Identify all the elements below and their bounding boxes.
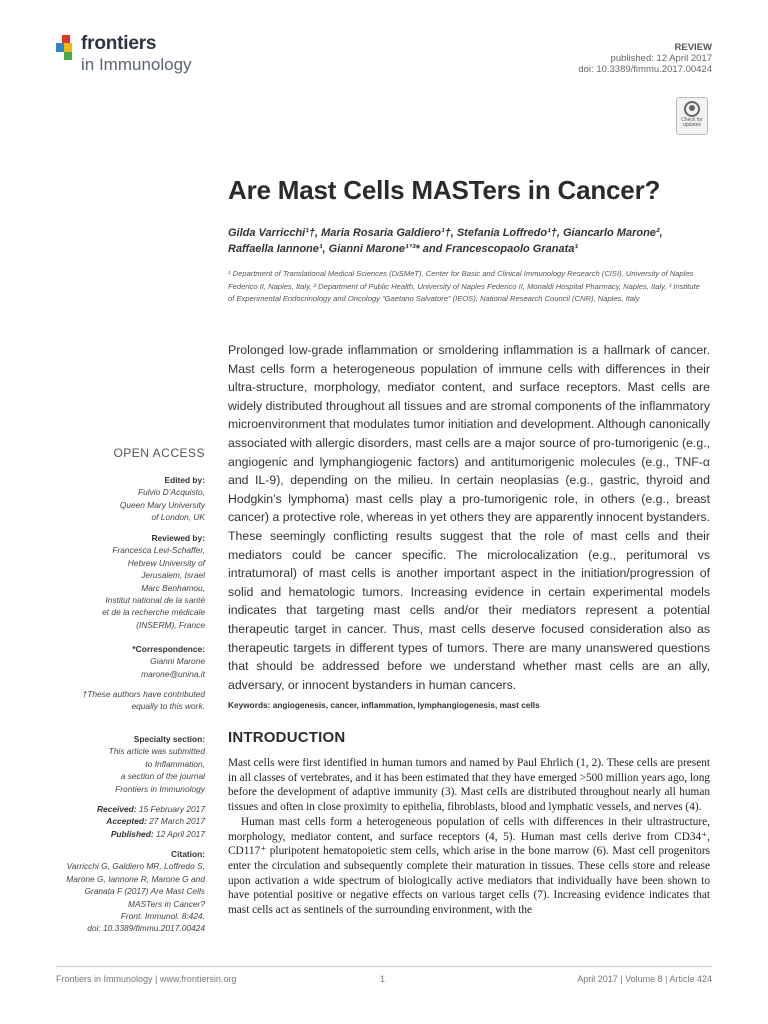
affiliations: ¹ Department of Translational Medical Sciences (DiSMeT), Center for Basic and Clinical Immunology Research (CISI), University of Naples Federico II, Naples, Italy, ² Department of Public Health, University of Naples Federico II, Monaldi Hospital Pharmacy, Naples, Italy, ³ Institute of Experimental Endocrinology and Oncology “Gaetano Salvatore” (IEOS), National Research Council (CNR), Naples, Italy [228, 269, 700, 303]
reviewer-line: (INSERM), France [136, 619, 205, 630]
accepted-label: Accepted: [106, 816, 147, 827]
abstract: Prolonged low-grade inflammation or smoldering inflammation is a hallmark of cancer. Mast cells form a heterogeneous population of immune cells with differences in their ultra-structure, morphology, mediator content, and surface receptors. Mast cells are widely distributed throughout all tissues and are stromal components of the inflammatory microenvironment that modulates tumor initiation and development. Although canonically associated with allergic disorders, mast cells are a major source of pro-tumorigenic (e.g., angiogenic and lymphangiogenic factors) and antitumorigenic molecules (e.g., TNF-α and IL-9), depending on the milieu. In certain neoplasias (e.g., gastric, thyroid and Hodgkin’s lymphoma) mast cells play a pro-tumorigenic role, in others (e.g., breast cancer) a protective role, whereas in yet others they are apparently innocent bystanders. These seemingly conflicting results suggest that the role of mast cells and their mediators could be cancer specific. The microlocalization (e.g., peritumoral vs intratumoral) of mast cells is another important aspect in the initiation/progression of solid and hematologic tumors. Increasing evidence in certain experimental models indicates that targeting mast cells and/or their mediators represent a potential therapeutic target in cancer. Thus, mast cells deserve focused consideration also as therapeutic targets in different types of tumors. There are many unanswered questions that should be addressed before we understand whether mast cells are an ally, adversary, or innocent bystanders in human cancers. [228, 343, 710, 692]
equal-contribution-note [83, 688, 205, 713]
intro-paragraph: Mast cells were first identified in human tumors and named by Paul Ehrlich (1, 2). These cells are present in all classes of vertebrates, and it has been estimated that they have emerged >500 million years ago, long before the development of adaptive immunity (3). Mast cells are distributed throughout nearly all human tissues and often in close proximity to epithelia, fibroblasts, blood and lymphatic vessels, and nerves (4). [228, 757, 710, 814]
reviewer-line: Hebrew University of [127, 557, 205, 568]
published-value: 12 April 2017 [155, 828, 205, 839]
published-label: Published: [110, 828, 154, 839]
specialty-label: Specialty section: [133, 734, 205, 744]
received-value: 15 February 2017 [138, 804, 205, 814]
accepted-value: 27 March 2017 [149, 816, 205, 827]
footer-divider [56, 966, 712, 967]
article-title: Are Mast Cells MASTers in Cancer? [228, 175, 661, 205]
citation-line: Marone G, Iannone R, Marone G and [66, 873, 205, 884]
history-dates [97, 803, 205, 840]
reviewer-line: Francesca Levi-Schaffer, [112, 545, 205, 556]
journal-name-line2: in Immunology [81, 55, 192, 74]
frontiers-logo-icon [56, 35, 78, 61]
edited-by [120, 474, 205, 524]
article-meta [578, 42, 712, 75]
specialty-section [109, 733, 205, 795]
open-access-label: OPEN ACCESS [113, 446, 205, 460]
keywords: Keywords: angiogenesis, cancer, inflammation, lymphangiogenesis, mast cells [228, 700, 540, 710]
page-number: 1 [380, 974, 386, 984]
correspondence-email[interactable]: marone@unina.it [141, 668, 205, 679]
reviewer-line: Institut national de la santé [105, 595, 205, 606]
introduction-body [228, 756, 710, 918]
citation-line: Front. Immunol. 8:424. [120, 911, 205, 922]
reviewer-line: Jerusalem, Israel [141, 570, 205, 581]
authors [228, 225, 708, 257]
received-date [97, 803, 205, 815]
citation-doi[interactable]: doi: 10.3389/fimmu.2017.00424 [87, 923, 205, 934]
correspondence [132, 643, 205, 680]
specialty-line: This article was submitted [108, 746, 205, 757]
check-updates-label: Check for updates [681, 117, 703, 128]
edited-by-label: Edited by: [164, 475, 205, 485]
citation-line: Varricchi G, Galdiero MR, Loffredo S, [66, 861, 205, 872]
check-updates-button[interactable] [676, 97, 708, 135]
specialty-line: a section of the journal [120, 771, 205, 782]
specialty-line: Frontiers in Immunology [115, 783, 205, 794]
note-line: †These authors have contributed [82, 689, 205, 699]
authors-line-2: Raffaella Iannone¹, Gianni Marone¹ʼ³* and Francescopaolo Granata¹ [228, 243, 579, 255]
correspondence-label: *Correspondence: [132, 644, 205, 654]
footer-journal[interactable]: Frontiers in Immunology | www.frontiersin.org [56, 974, 237, 984]
citation-label: Citation: [171, 849, 205, 859]
journal-logo[interactable] [56, 33, 226, 83]
section-heading-introduction: INTRODUCTION [228, 729, 346, 746]
footer-issue: April 2017 | Volume 8 | Article 424 [577, 974, 712, 984]
citation-line: Granata F (2017) Are Mast Cells [84, 886, 205, 897]
received-label: Received: [96, 804, 137, 814]
journal-name-line1: frontiers [81, 33, 157, 54]
intro-paragraph: Human mast cells form a heterogeneous population of cells with differences in their ultrastructure, morphology, mediator content, and surface receptors (4, 5). Human mast cells derive from CD34⁺, CD117⁺ pluripotent hematopoietic stem cells, which arise in the bone marrow (6). Mast cell progenitors enter the circulation and subsequently complete their maturation in tissues. These cells store and release upon activation a wide spectrum of biologically active mediators that individually have been shown to have potential positive or negative effects on various target cells (7). Increasing evidence indicates that mast cells act as sentinels of the surrounding environment, with the [228, 815, 710, 917]
reviewed-by [102, 532, 205, 631]
check-updates-icon [684, 101, 700, 117]
reviewer-line: Marc Benhamou, [141, 582, 205, 593]
accepted-date [97, 815, 205, 827]
reviewer-line: et de la recherche médicale [102, 607, 205, 618]
doi[interactable]: doi: 10.3389/fimmu.2017.00424 [578, 64, 712, 75]
published-date: published: 12 April 2017 [610, 53, 712, 64]
authors-line-1: Gilda Varricchi¹†, Maria Rosaria Galdiero¹†, Stefania Loffredo¹†, Giancarlo Marone², [228, 227, 663, 239]
article-type: REVIEW [674, 42, 712, 53]
note-line: equally to this work. [131, 701, 205, 712]
editor-line: Queen Mary University [119, 499, 205, 510]
editor-line: Fulvio D’Acquisto, [137, 487, 205, 498]
editor-line: of London, UK [151, 512, 205, 523]
published-date [97, 828, 205, 840]
correspondence-name: Gianni Marone [150, 656, 205, 667]
reviewed-by-label: Reviewed by: [151, 533, 205, 543]
citation [66, 848, 205, 935]
citation-line: MASTers in Cancer? [128, 898, 205, 909]
specialty-line: to Inflammation, [145, 758, 205, 769]
